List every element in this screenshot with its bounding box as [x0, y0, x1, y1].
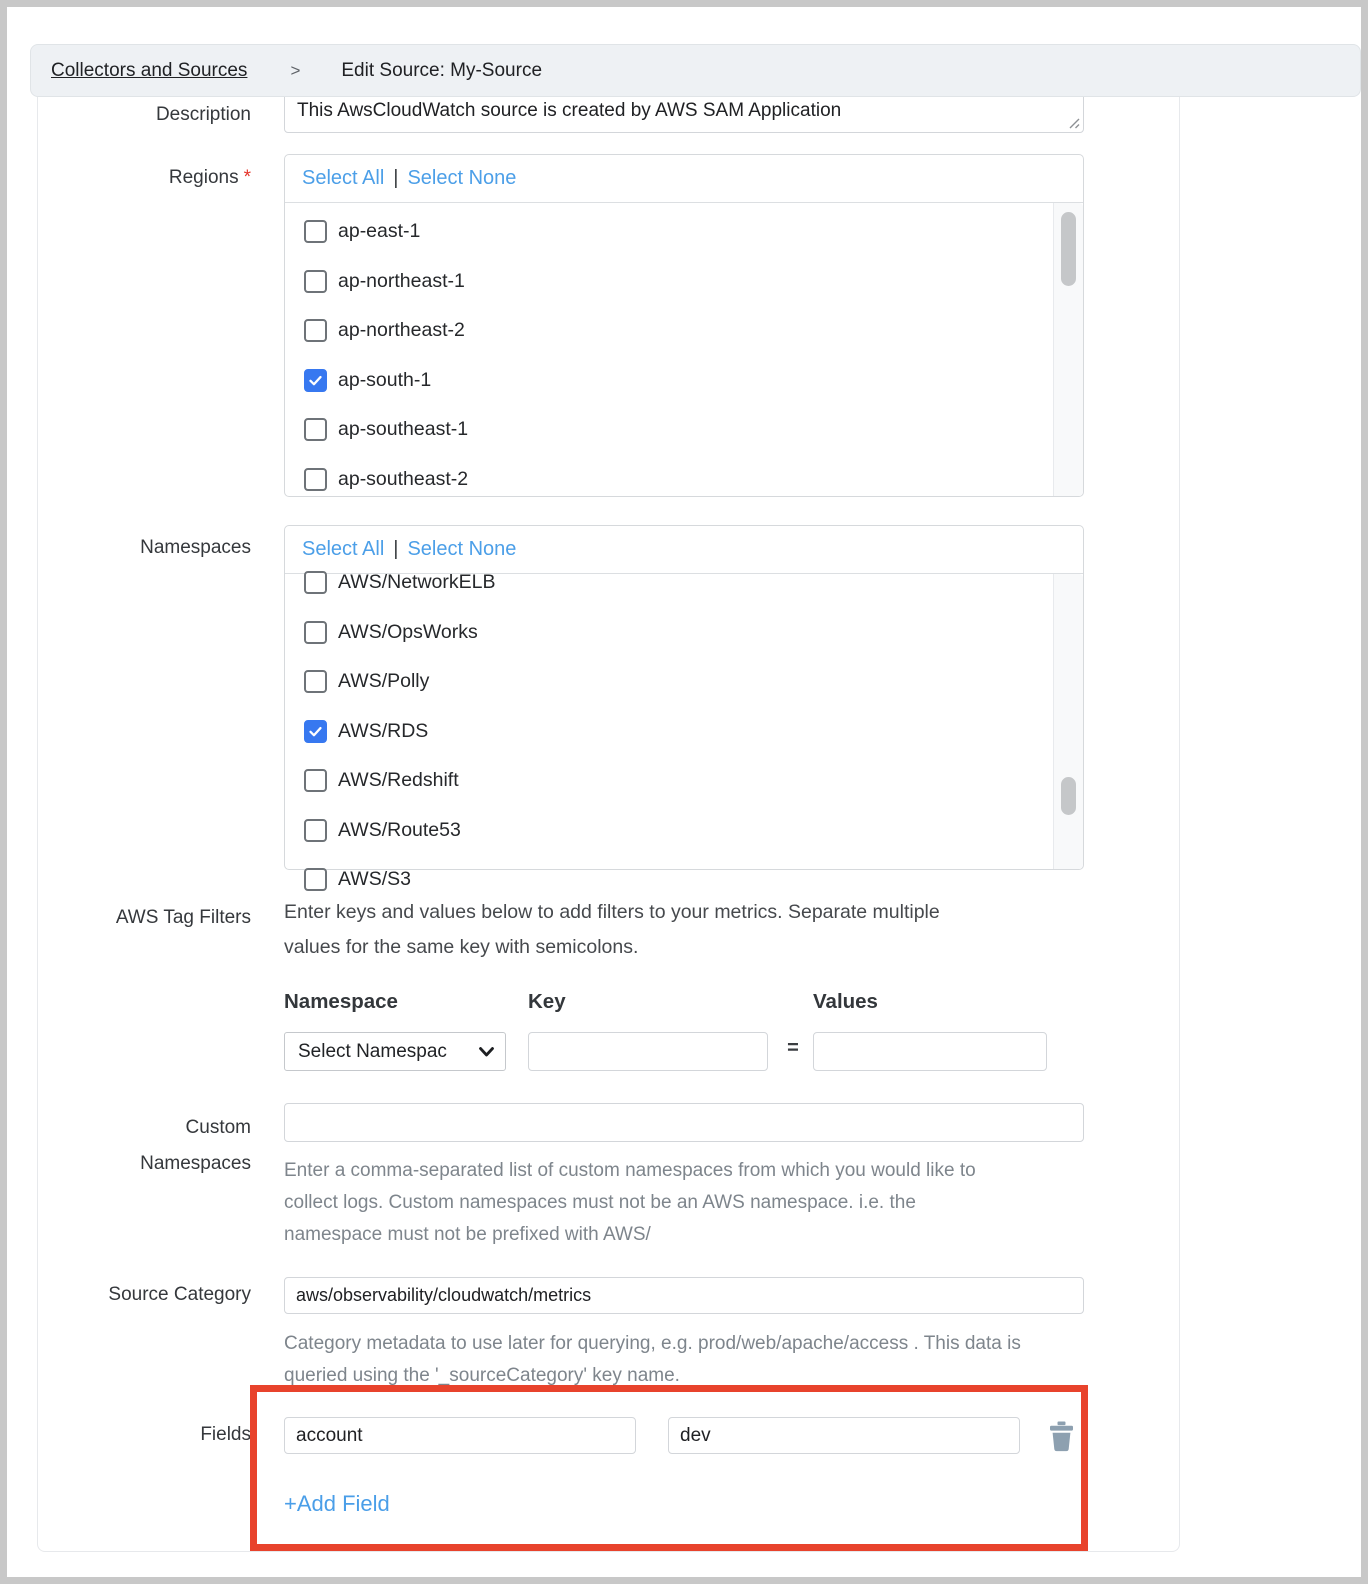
- namespace-option-label: AWS/OpsWorks: [338, 620, 478, 643]
- regions-listbox-header: [285, 155, 1083, 203]
- region-option[interactable]: [285, 405, 1083, 455]
- required-asterisk: *: [243, 167, 251, 188]
- breadcrumb-link-collectors[interactable]: Collectors and Sources: [51, 59, 248, 81]
- tag-filter-key-input[interactable]: [528, 1032, 768, 1071]
- region-option[interactable]: [285, 455, 1083, 505]
- namespace-select[interactable]: [284, 1032, 506, 1071]
- region-option[interactable]: [285, 306, 1083, 356]
- equals-sign: =: [787, 1037, 799, 1059]
- custom-namespaces-label-line1: Custom: [185, 1117, 251, 1138]
- checkbox-icon[interactable]: [304, 220, 327, 243]
- namespace-option[interactable]: [285, 707, 1083, 757]
- namespace-option[interactable]: [285, 608, 1083, 658]
- region-option-label: ap-northeast-1: [338, 269, 465, 292]
- regions-label: [169, 166, 251, 190]
- checkbox-icon[interactable]: [304, 319, 327, 342]
- add-field-link[interactable]: +Add Field: [284, 1491, 390, 1516]
- custom-namespaces-label: [140, 1110, 251, 1182]
- namespaces-list: [285, 558, 1083, 891]
- regions-scrollbar-thumb[interactable]: [1061, 212, 1076, 286]
- namespace-option-label: AWS/Redshift: [338, 769, 459, 792]
- checkbox-icon[interactable]: [304, 670, 327, 693]
- edit-source-form: [37, 97, 1180, 1552]
- regions-select-none-link[interactable]: Select None: [407, 167, 517, 189]
- namespace-option[interactable]: [285, 558, 1083, 608]
- breadcrumb-separator: >: [290, 60, 301, 80]
- region-option[interactable]: [285, 356, 1083, 406]
- tag-filter-values-input[interactable]: [813, 1032, 1047, 1071]
- regions-listbox: [284, 154, 1084, 497]
- custom-namespaces-input[interactable]: [284, 1103, 1084, 1142]
- namespace-select-value: Select Namespac: [298, 1040, 447, 1062]
- namespace-option[interactable]: [285, 806, 1083, 856]
- page-title: Edit Source: My-Source: [341, 59, 543, 81]
- field-key-input[interactable]: [284, 1417, 636, 1454]
- tag-filters-description: Enter keys and values below to add filters to your metrics. Separate multiple values for the same key with semicolons.: [284, 901, 940, 958]
- checkbox-icon[interactable]: [304, 418, 327, 441]
- source-category-label: Source Category: [108, 1284, 251, 1305]
- region-option-label: ap-southeast-1: [338, 418, 469, 441]
- region-option[interactable]: [285, 257, 1083, 307]
- source-category-help: Category metadata to use later for querying, e.g. prod/web/apache/access . This data is queried using the '_sourceCategory' key name.: [284, 1333, 1021, 1386]
- namespaces-link-divider: |: [393, 538, 399, 560]
- namespaces-select-all-link[interactable]: Select All: [302, 538, 385, 560]
- namespace-option-label: AWS/NetworkELB: [338, 571, 496, 594]
- region-option-label: ap-south-1: [338, 368, 432, 391]
- regions-scrollbar[interactable]: [1053, 203, 1083, 496]
- checkbox-icon[interactable]: [304, 468, 327, 491]
- namespace-option[interactable]: [285, 756, 1083, 806]
- field-value-input[interactable]: [668, 1417, 1020, 1454]
- chevron-down-icon: [479, 1047, 494, 1057]
- checkbox-icon[interactable]: [304, 868, 327, 891]
- checkbox-icon[interactable]: [304, 769, 327, 792]
- checkbox-icon[interactable]: [304, 621, 327, 644]
- description-label: Description: [155, 104, 251, 125]
- tag-filters-label: AWS Tag Filters: [115, 907, 251, 928]
- checkbox-icon[interactable]: [304, 270, 327, 293]
- namespace-option-label: AWS/RDS: [338, 719, 429, 742]
- regions-label-text: Regions: [168, 167, 239, 188]
- fields-label: Fields: [200, 1424, 251, 1445]
- regions-select-all-link[interactable]: Select All: [302, 167, 385, 189]
- region-option[interactable]: [285, 207, 1083, 257]
- checkbox-icon[interactable]: [304, 369, 327, 392]
- namespaces-label: Namespaces: [140, 537, 251, 558]
- breadcrumb: [30, 44, 1361, 97]
- region-option-label: ap-southeast-2: [338, 467, 469, 490]
- column-header-values: Values: [813, 990, 878, 1013]
- custom-namespaces-help: Enter a comma-separated list of custom namespaces from which you would like to collect logs. Custom namespaces must not be an AWS namespace. i.e. the namespace must not be prefixed with AWS/: [284, 1160, 976, 1245]
- trash-icon: [1048, 1421, 1075, 1452]
- namespace-option-label: AWS/Route53: [338, 818, 461, 841]
- region-option-label: ap-northeast-2: [338, 319, 465, 342]
- namespaces-listbox: [284, 525, 1084, 891]
- namespace-option-label: AWS/Polly: [338, 670, 430, 693]
- regions-link-divider: |: [393, 167, 399, 189]
- column-header-key: Key: [528, 990, 566, 1013]
- source-category-input[interactable]: [284, 1277, 1084, 1314]
- region-option-label: ap-east-1: [338, 220, 421, 243]
- checkbox-icon[interactable]: [304, 720, 327, 743]
- namespaces-select-none-link[interactable]: Select None: [407, 538, 517, 560]
- namespaces-scrollbar[interactable]: [1053, 574, 1083, 869]
- custom-namespaces-label-line2: Namespaces: [140, 1153, 251, 1174]
- namespace-option-label: AWS/S3: [338, 868, 411, 891]
- namespace-option[interactable]: [285, 657, 1083, 707]
- column-header-namespace: Namespace: [284, 990, 398, 1013]
- checkbox-icon[interactable]: [304, 571, 327, 594]
- delete-field-button[interactable]: [1044, 1417, 1078, 1455]
- regions-list: [285, 203, 1083, 496]
- namespaces-scrollbar-thumb[interactable]: [1061, 777, 1076, 815]
- checkbox-icon[interactable]: [304, 819, 327, 842]
